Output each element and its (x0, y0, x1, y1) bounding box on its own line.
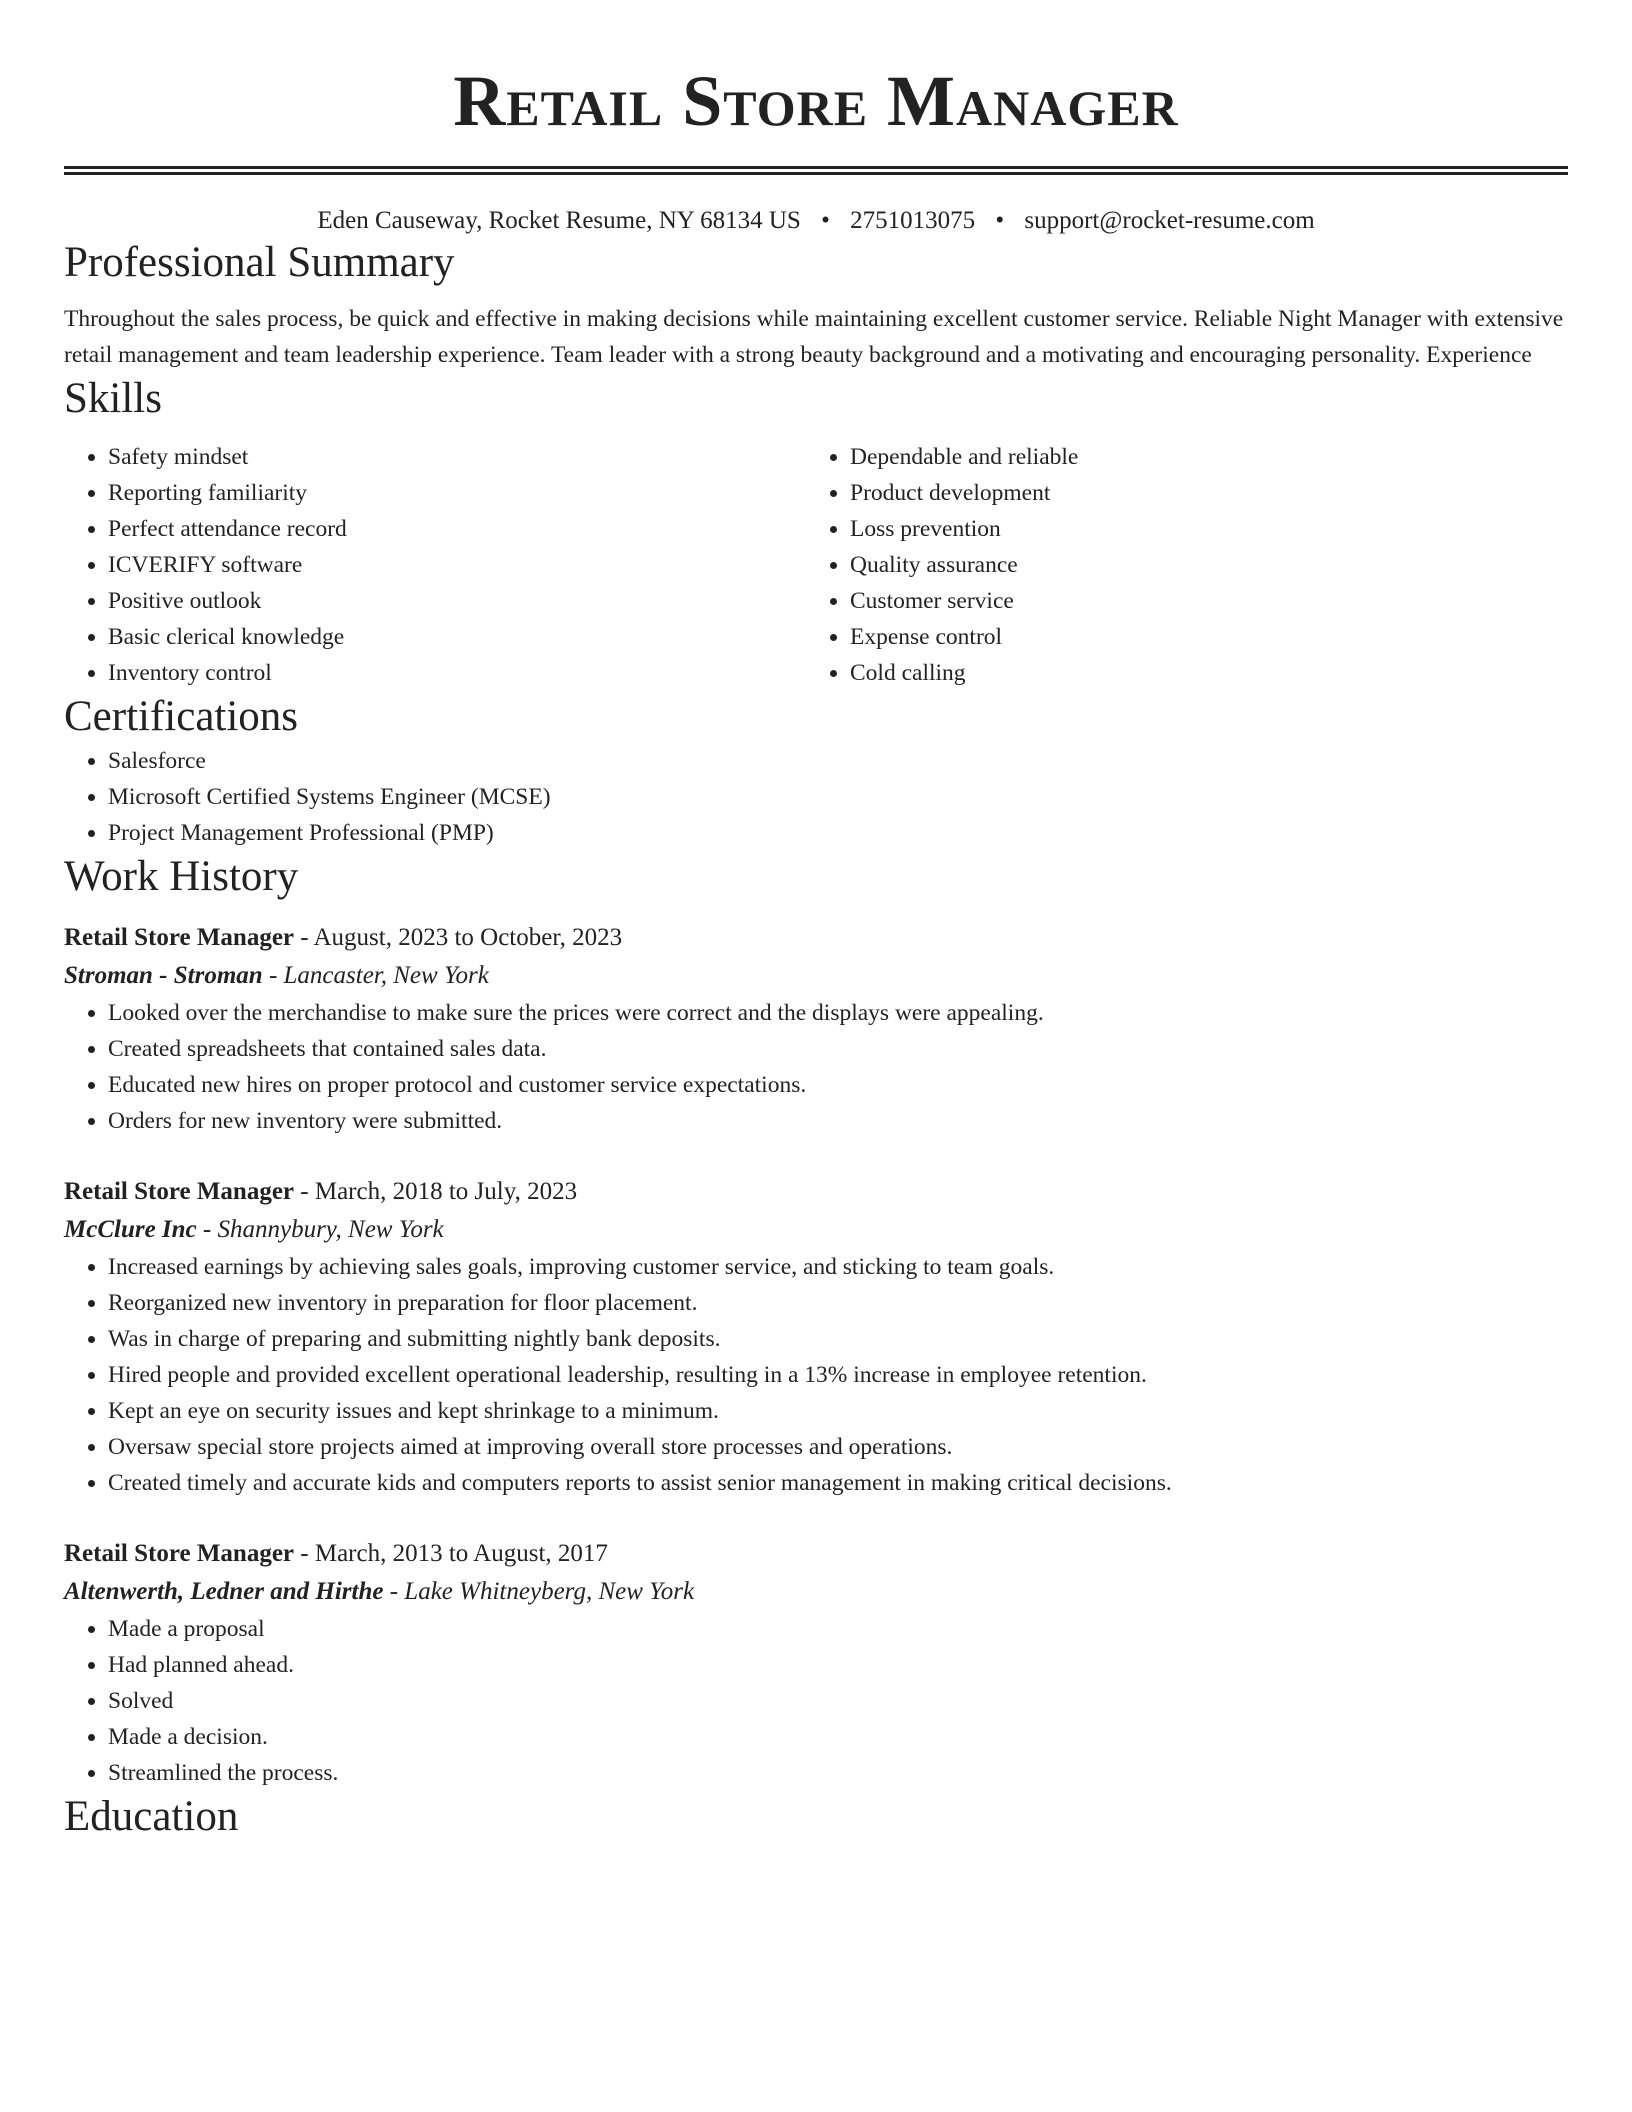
contact-email: support@rocket-resume.com (1024, 207, 1315, 234)
title-divider (64, 166, 1568, 175)
work-history-heading: Work History (64, 853, 299, 900)
job-duty-item: • Orders for new inventory were submitted. (108, 1103, 1568, 1139)
job-dates: - August, 2023 to October, 2023 (294, 924, 623, 951)
job-duty-item: • Oversaw special store projects aimed at improving overall store processes and operations. (108, 1429, 1568, 1465)
skill-item: • Quality assurance (850, 547, 1548, 583)
education-heading: Education (64, 1793, 239, 1840)
skill-item: • Product development (850, 475, 1548, 511)
job-company: Altenwerth, Ledner and Hirthe (64, 1578, 384, 1605)
job-duty-item: • Created spreadsheets that contained sales data. (108, 1031, 1568, 1067)
job-location: - Lancaster, New York (262, 962, 489, 989)
job-header (64, 1173, 1568, 1211)
contact-phone: 2751013075 (850, 207, 976, 234)
job-header (64, 1535, 1568, 1573)
job-location: - Lake Whitneyberg, New York (383, 1578, 695, 1605)
job-employer (64, 1573, 1568, 1611)
job-duty-item: • Created timely and accurate kids and computers reports to assist senior management in making critical decisions. (108, 1465, 1568, 1501)
skill-item: • Inventory control (108, 655, 806, 691)
skills-column-right (806, 439, 1548, 691)
job-entry (64, 1173, 1568, 1501)
job-location: - Shannybury, New York (196, 1216, 444, 1243)
job-duties (64, 1249, 1568, 1501)
certifications-list (64, 743, 1568, 851)
skill-item: • Cold calling (850, 655, 1548, 691)
skills-grid (64, 439, 1568, 691)
certifications-heading: Certifications (64, 693, 299, 740)
job-company: Stroman - Stroman (64, 962, 263, 989)
job-duty-item: • Solved (108, 1683, 1568, 1719)
skill-item: • Positive outlook (108, 583, 806, 619)
summary-text: Throughout the sales process, be quick and effective in making decisions while maintaining excellent customer service. Reliable Night Manager with extensive retail management and team leadership experience. Team leader with a strong beauty background and a motivating and encouraging personality. Experience (64, 306, 1564, 368)
contact-separator: • (995, 207, 1005, 234)
skill-item: • Perfect attendance record (108, 511, 806, 547)
job-duty-item: • Hired people and provided excellent operational leadership, resulting in a 13% increase in employee retention. (108, 1357, 1568, 1393)
job-duties (64, 1611, 1568, 1791)
job-duty-item: • Looked over the merchandise to make sure the prices were correct and the displays were appealing. (108, 995, 1568, 1031)
skill-item: • Loss prevention (850, 511, 1548, 547)
job-duty-item: • Made a proposal (108, 1611, 1568, 1647)
skill-item: • Basic clerical knowledge (108, 619, 806, 655)
skill-item: • Safety mindset (108, 439, 806, 475)
skill-item: • Expense control (850, 619, 1548, 655)
job-employer (64, 957, 1568, 995)
skill-item: • ICVERIFY software (108, 547, 806, 583)
job-employer (64, 1211, 1568, 1249)
job-duty-item: • Reorganized new inventory in preparation for floor placement. (108, 1285, 1568, 1321)
skill-item: • Customer service (850, 583, 1548, 619)
job-duty-item: • Was in charge of preparing and submitting nightly bank deposits. (108, 1321, 1568, 1357)
job-company: McClure Inc (64, 1216, 197, 1243)
certification-item: • Project Management Professional (PMP) (108, 815, 1568, 851)
contact-address: Eden Causeway, Rocket Resume, NY 68134 US (317, 207, 801, 234)
skills-heading: Skills (64, 375, 162, 422)
job-duty-item: • Had planned ahead. (108, 1647, 1568, 1683)
job-title: Retail Store Manager (64, 924, 295, 951)
job-entry (64, 919, 1568, 1139)
job-duty-item: • Kept an eye on security issues and kept shrinkage to a minimum. (108, 1393, 1568, 1429)
certification-item: • Microsoft Certified Systems Engineer (MCSE) (108, 779, 1568, 815)
skills-list-right (806, 439, 1548, 691)
job-dates: - March, 2018 to July, 2023 (294, 1178, 578, 1205)
contact-separator: • (821, 207, 830, 234)
job-duty-item: • Made a decision. (108, 1719, 1568, 1755)
skill-item: • Dependable and reliable (850, 439, 1548, 475)
job-header (64, 919, 1568, 957)
skills-column-left (64, 439, 806, 691)
certification-item: • Salesforce (108, 743, 1568, 779)
resume-page (64, 0, 1568, 1843)
skill-item: • Reporting familiarity (108, 475, 806, 511)
skills-list-left (64, 439, 806, 691)
job-duties (64, 995, 1568, 1139)
job-title: Retail Store Manager (64, 1178, 295, 1205)
contact-line (64, 205, 1568, 237)
summary-heading: Professional Summary (64, 239, 455, 286)
job-entry (64, 1535, 1568, 1791)
job-duty-item: • Educated new hires on proper protocol and customer service expectations. (108, 1067, 1568, 1103)
job-title: Retail Store Manager (64, 1540, 295, 1567)
job-dates: - March, 2013 to August, 2017 (294, 1540, 608, 1567)
job-duty-item: • Streamlined the process. (108, 1755, 1568, 1791)
resume-title: Retail Store Manager (453, 61, 1179, 141)
job-duty-item: • Increased earnings by achieving sales goals, improving customer service, and sticking to team goals. (108, 1249, 1568, 1285)
